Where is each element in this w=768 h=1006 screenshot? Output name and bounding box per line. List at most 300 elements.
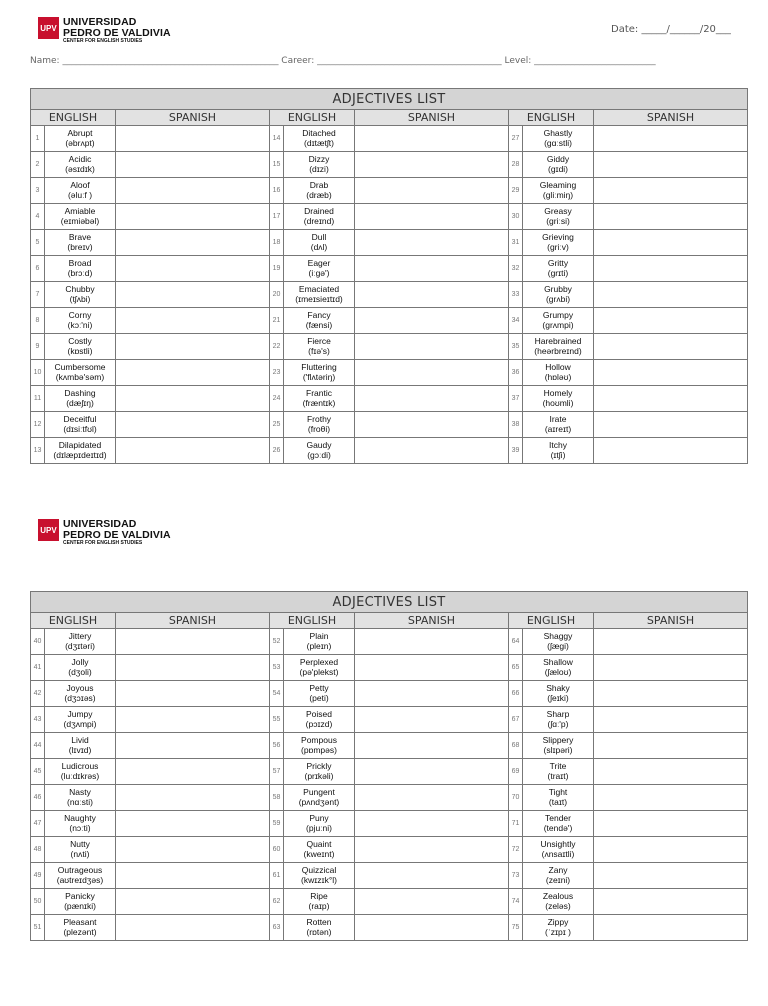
english-word-cell <box>45 308 116 334</box>
item-number: 72 <box>509 837 523 863</box>
english-word-cell <box>284 759 355 785</box>
english-word-cell <box>284 412 355 438</box>
phonetic-transcription: (nʌti) <box>70 848 90 859</box>
english-word: Acidic <box>68 154 92 165</box>
item-number: 39 <box>509 438 523 464</box>
english-word-cell <box>45 863 116 889</box>
spanish-answer-cell[interactable] <box>355 733 509 759</box>
english-column-header: ENGLISH <box>270 613 355 629</box>
item-number: 73 <box>509 863 523 889</box>
english-word: Pompous <box>301 735 337 746</box>
item-number: 7 <box>31 282 45 308</box>
phonetic-transcription: (ʃæloʊ) <box>544 666 572 677</box>
english-word-cell <box>284 655 355 681</box>
table-row <box>31 915 748 941</box>
english-word: Shaggy <box>543 631 573 642</box>
english-word: Poised <box>306 709 332 720</box>
phonetic-transcription: (zeɪni) <box>545 874 571 885</box>
item-number: 49 <box>31 863 45 889</box>
item-number: 33 <box>509 282 523 308</box>
spanish-column-header: SPANISH <box>355 110 509 126</box>
spanish-answer-cell[interactable] <box>355 889 509 915</box>
english-word: Perplexed <box>299 657 339 668</box>
university-logo-2 <box>38 519 171 546</box>
item-number: 23 <box>270 360 284 386</box>
phonetic-transcription: (dɪzi) <box>309 163 329 174</box>
english-word: Naughty <box>64 813 96 824</box>
spanish-answer-cell[interactable] <box>355 837 509 863</box>
phonetic-transcription: (hoʊmli) <box>542 397 574 408</box>
english-word: Tight <box>548 787 568 798</box>
spanish-answer-cell[interactable] <box>594 707 748 733</box>
phonetic-transcription: (gɑːstli) <box>544 137 572 148</box>
english-word-cell <box>284 681 355 707</box>
spanish-answer-cell[interactable] <box>116 438 270 464</box>
table-row <box>31 811 748 837</box>
english-word: Drab <box>309 180 329 191</box>
spanish-answer-cell[interactable] <box>355 655 509 681</box>
phonetic-transcription: (dreɪnd) <box>303 215 335 226</box>
english-word: Greasy <box>544 206 572 217</box>
spanish-answer-cell[interactable] <box>116 360 270 386</box>
spanish-answer-cell[interactable] <box>355 863 509 889</box>
spanish-answer-cell[interactable] <box>355 360 509 386</box>
spanish-column-header: SPANISH <box>594 110 748 126</box>
name-career-level-fields[interactable]: Name: ________________________________________________ Career: _________________________________________ Level: ___________________________ <box>30 56 656 66</box>
english-word-cell <box>45 681 116 707</box>
item-number: 28 <box>509 152 523 178</box>
english-word-cell <box>523 126 594 152</box>
item-number: 45 <box>31 759 45 785</box>
english-word-cell <box>523 863 594 889</box>
english-word-cell <box>45 915 116 941</box>
logo-badge: UPV <box>38 519 59 541</box>
spanish-answer-cell[interactable] <box>355 759 509 785</box>
spanish-answer-cell[interactable] <box>594 785 748 811</box>
spanish-answer-cell[interactable] <box>594 837 748 863</box>
phonetic-transcription: (pə'plekst) <box>299 666 339 677</box>
english-word-cell <box>284 707 355 733</box>
item-number: 56 <box>270 733 284 759</box>
spanish-answer-cell[interactable] <box>116 152 270 178</box>
english-word-cell <box>523 785 594 811</box>
english-word-cell <box>523 282 594 308</box>
english-word-cell <box>523 334 594 360</box>
english-word: Emaciated <box>298 284 340 295</box>
english-word: Jumpy <box>67 709 93 720</box>
item-number: 40 <box>31 629 45 655</box>
english-word-cell <box>45 334 116 360</box>
spanish-answer-cell[interactable] <box>116 308 270 334</box>
spanish-answer-cell[interactable] <box>355 334 509 360</box>
item-number: 47 <box>31 811 45 837</box>
spanish-answer-cell[interactable] <box>594 863 748 889</box>
english-word: Fierce <box>307 336 331 347</box>
spanish-answer-cell[interactable] <box>594 412 748 438</box>
english-word-cell <box>45 811 116 837</box>
phonetic-transcription: (pleɪn) <box>306 640 332 651</box>
spanish-answer-cell[interactable] <box>116 629 270 655</box>
item-number: 20 <box>270 282 284 308</box>
phonetic-transcription: (nɔːti) <box>69 822 91 833</box>
english-word: Ghastly <box>543 128 573 139</box>
logo-line-3: CENTER FOR ENGLISH STUDIES <box>63 38 143 44</box>
table-row <box>31 629 748 655</box>
item-number: 42 <box>31 681 45 707</box>
phonetic-transcription: (dɪtætʃt) <box>304 137 334 148</box>
english-word-cell <box>284 308 355 334</box>
phonetic-transcription: (gɪdi) <box>547 163 569 174</box>
item-number: 26 <box>270 438 284 464</box>
spanish-answer-cell[interactable] <box>355 282 509 308</box>
item-number: 1 <box>31 126 45 152</box>
spanish-answer-cell[interactable] <box>594 152 748 178</box>
spanish-answer-cell[interactable] <box>116 707 270 733</box>
english-word-cell <box>523 759 594 785</box>
english-word-cell <box>284 837 355 863</box>
spanish-answer-cell[interactable] <box>594 811 748 837</box>
english-word: Giddy <box>546 154 570 165</box>
phonetic-transcription: (hɒləʊ) <box>544 371 572 382</box>
table-row <box>31 733 748 759</box>
spanish-answer-cell[interactable] <box>355 681 509 707</box>
item-number: 71 <box>509 811 523 837</box>
table-row <box>31 655 748 681</box>
english-column-header: ENGLISH <box>31 110 116 126</box>
item-number: 60 <box>270 837 284 863</box>
spanish-answer-cell[interactable] <box>116 655 270 681</box>
spanish-answer-cell[interactable] <box>355 152 509 178</box>
english-word: Tender <box>545 813 571 824</box>
english-word-cell <box>45 412 116 438</box>
spanish-answer-cell[interactable] <box>116 837 270 863</box>
phonetic-transcription: (griːsi) <box>546 215 570 226</box>
english-word-cell <box>284 863 355 889</box>
english-word: Nutty <box>70 839 90 850</box>
item-number: 2 <box>31 152 45 178</box>
item-number: 43 <box>31 707 45 733</box>
spanish-answer-cell[interactable] <box>594 438 748 464</box>
spanish-answer-cell[interactable] <box>116 334 270 360</box>
spanish-column-header: SPANISH <box>355 613 509 629</box>
english-word-cell <box>284 360 355 386</box>
english-word: Gleaming <box>539 180 577 191</box>
phonetic-transcription: (kweɪnt) <box>303 848 335 859</box>
spanish-answer-cell[interactable] <box>355 785 509 811</box>
english-word: Eager <box>307 258 331 269</box>
english-word: Corny <box>68 310 92 321</box>
spanish-answer-cell[interactable] <box>116 811 270 837</box>
english-word-cell <box>45 230 116 256</box>
item-number: 64 <box>509 629 523 655</box>
english-word: Nasty <box>69 787 91 798</box>
english-word: Gaudy <box>306 440 332 451</box>
english-word: Hollow <box>545 362 571 373</box>
spanish-answer-cell[interactable] <box>116 230 270 256</box>
item-number: 69 <box>509 759 523 785</box>
spanish-answer-cell[interactable] <box>594 308 748 334</box>
table-title: ADJECTIVES LIST <box>31 592 748 613</box>
date-field[interactable]: Date: _____/______/20___ <box>611 24 731 35</box>
spanish-answer-cell[interactable] <box>116 915 270 941</box>
phonetic-transcription: (rɒtən) <box>306 926 332 937</box>
spanish-answer-cell[interactable] <box>594 386 748 412</box>
phonetic-transcription: (eɪmiəbəl) <box>60 215 100 226</box>
item-number: 65 <box>509 655 523 681</box>
english-word-cell <box>284 438 355 464</box>
english-word-cell <box>284 178 355 204</box>
english-word: Abrupt <box>67 128 93 139</box>
spanish-answer-cell[interactable] <box>355 230 509 256</box>
table-row <box>31 360 748 386</box>
spanish-answer-cell[interactable] <box>594 629 748 655</box>
english-column-header: ENGLISH <box>270 110 355 126</box>
spanish-answer-cell[interactable] <box>355 178 509 204</box>
adjectives-table-2 <box>30 591 748 941</box>
item-number: 5 <box>31 230 45 256</box>
spanish-answer-cell[interactable] <box>355 412 509 438</box>
english-word: Dizzy <box>308 154 330 165</box>
item-number: 48 <box>31 837 45 863</box>
english-word-cell <box>45 759 116 785</box>
spanish-answer-cell[interactable] <box>355 629 509 655</box>
spanish-answer-cell[interactable] <box>355 707 509 733</box>
spanish-answer-cell[interactable] <box>594 126 748 152</box>
spanish-answer-cell[interactable] <box>355 386 509 412</box>
table-row <box>31 334 748 360</box>
item-number: 4 <box>31 204 45 230</box>
phonetic-transcription: (kɔː'ni) <box>67 319 93 330</box>
english-word-cell <box>45 360 116 386</box>
phonetic-transcription: (dæʃɪŋ) <box>66 397 94 408</box>
phonetic-transcription: (nɑːsti) <box>67 796 93 807</box>
phonetic-transcription: (ˈzɪpɪ ) <box>545 926 571 937</box>
english-word: Dilapidated <box>58 440 102 451</box>
phonetic-transcription: (fænsi) <box>305 319 333 330</box>
english-word: Harebrained <box>534 336 582 347</box>
english-word-cell <box>284 386 355 412</box>
english-word: Amiable <box>64 206 96 217</box>
item-number: 74 <box>509 889 523 915</box>
spanish-answer-cell[interactable] <box>594 915 748 941</box>
spanish-answer-cell[interactable] <box>116 759 270 785</box>
spanish-answer-cell[interactable] <box>116 681 270 707</box>
english-word: Costly <box>68 336 92 347</box>
item-number: 59 <box>270 811 284 837</box>
spanish-answer-cell[interactable] <box>116 386 270 412</box>
phonetic-transcription: (kʌmbə'səm) <box>55 371 105 382</box>
phonetic-transcription: (dʒʌmpi) <box>63 718 97 729</box>
spanish-answer-cell[interactable] <box>594 759 748 785</box>
table-row <box>31 412 748 438</box>
english-word-cell <box>284 785 355 811</box>
table-row <box>31 308 748 334</box>
spanish-answer-cell[interactable] <box>116 126 270 152</box>
spanish-answer-cell[interactable] <box>355 204 509 230</box>
english-word-cell <box>45 178 116 204</box>
item-number: 16 <box>270 178 284 204</box>
spanish-answer-cell[interactable] <box>116 785 270 811</box>
english-word-cell <box>45 438 116 464</box>
item-number: 13 <box>31 438 45 464</box>
phonetic-transcription: (dʒɪtəri) <box>65 640 95 651</box>
spanish-answer-cell[interactable] <box>116 863 270 889</box>
english-word: Grumpy <box>542 310 574 321</box>
spanish-answer-cell[interactable] <box>355 308 509 334</box>
phonetic-transcription: (əluːf ) <box>67 189 93 200</box>
item-number: 75 <box>509 915 523 941</box>
english-word-cell <box>284 204 355 230</box>
phonetic-transcription: (dʒɔɪəs) <box>64 692 96 703</box>
spanish-answer-cell[interactable] <box>594 204 748 230</box>
phonetic-transcription: (iːgə') <box>308 267 330 278</box>
item-number: 27 <box>509 126 523 152</box>
spanish-answer-cell[interactable] <box>594 360 748 386</box>
spanish-answer-cell[interactable] <box>116 282 270 308</box>
english-word-cell <box>45 126 116 152</box>
logo-line-2: PEDRO DE VALDIVIA <box>63 26 171 39</box>
english-word-cell <box>523 915 594 941</box>
english-word: Deceitful <box>63 414 97 425</box>
item-number: 61 <box>270 863 284 889</box>
table-row <box>31 386 748 412</box>
english-word: Shallow <box>543 657 573 668</box>
english-word-cell <box>284 889 355 915</box>
item-number: 62 <box>270 889 284 915</box>
logo-line-2: PEDRO DE VALDIVIA <box>63 528 171 541</box>
english-word: Quizzical <box>301 865 337 876</box>
english-word-cell <box>523 152 594 178</box>
phonetic-transcription: (plezənt) <box>63 926 97 937</box>
english-word: Panicky <box>65 891 95 902</box>
spanish-column-header: SPANISH <box>116 613 270 629</box>
phonetic-transcription: (dʒoli) <box>68 666 92 677</box>
english-word-cell <box>45 707 116 733</box>
item-number: 53 <box>270 655 284 681</box>
item-number: 18 <box>270 230 284 256</box>
english-word: Zealous <box>542 891 574 902</box>
spanish-answer-cell[interactable] <box>594 889 748 915</box>
english-word: Ludicrous <box>61 761 99 772</box>
english-word-cell <box>523 256 594 282</box>
spanish-answer-cell[interactable] <box>116 889 270 915</box>
phonetic-transcription: (traɪt) <box>547 770 569 781</box>
item-number: 3 <box>31 178 45 204</box>
spanish-answer-cell[interactable] <box>116 204 270 230</box>
table-row <box>31 889 748 915</box>
item-number: 6 <box>31 256 45 282</box>
english-word-cell <box>523 681 594 707</box>
spanish-answer-cell[interactable] <box>355 126 509 152</box>
phonetic-transcription: (raɪp) <box>308 900 330 911</box>
spanish-answer-cell[interactable] <box>594 256 748 282</box>
item-number: 38 <box>509 412 523 438</box>
english-word-cell <box>45 837 116 863</box>
spanish-answer-cell[interactable] <box>116 412 270 438</box>
english-word: Cumbersome <box>54 362 106 373</box>
spanish-column-header: SPANISH <box>594 613 748 629</box>
spanish-answer-cell[interactable] <box>594 178 748 204</box>
spanish-answer-cell[interactable] <box>355 915 509 941</box>
spanish-answer-cell[interactable] <box>355 811 509 837</box>
table-row <box>31 230 748 256</box>
table-row <box>31 837 748 863</box>
english-word: Jolly <box>71 657 89 668</box>
spanish-answer-cell[interactable] <box>594 230 748 256</box>
item-number: 25 <box>270 412 284 438</box>
english-word: Grieving <box>542 232 574 243</box>
english-column-header: ENGLISH <box>509 613 594 629</box>
item-number: 10 <box>31 360 45 386</box>
phonetic-transcription: (grʌmpi) <box>542 319 574 330</box>
table-row <box>31 126 748 152</box>
english-word: Aloof <box>70 180 90 191</box>
english-word: Outrageous <box>57 865 103 876</box>
english-word-cell <box>284 334 355 360</box>
phonetic-transcription: (gɔːdi) <box>307 449 331 460</box>
table-row <box>31 785 748 811</box>
item-number: 52 <box>270 629 284 655</box>
english-word-cell <box>284 733 355 759</box>
item-number: 70 <box>509 785 523 811</box>
english-word: Joyous <box>66 683 94 694</box>
item-number: 35 <box>509 334 523 360</box>
phonetic-transcription: (pjuːni) <box>306 822 332 833</box>
phonetic-transcription: (pænɪki) <box>64 900 96 911</box>
spanish-answer-cell[interactable] <box>116 733 270 759</box>
phonetic-transcription: (dræb) <box>306 189 332 200</box>
phonetic-transcription: (pʌndʒənt) <box>298 796 340 807</box>
phonetic-transcription: (dʌl) <box>310 241 328 252</box>
english-word: Pungent <box>303 787 335 798</box>
item-number: 9 <box>31 334 45 360</box>
english-word-cell <box>284 811 355 837</box>
item-number: 17 <box>270 204 284 230</box>
phonetic-transcription: (grʌbi) <box>545 293 571 304</box>
phonetic-transcription: (aɪreɪt) <box>544 423 572 434</box>
adjectives-table-1 <box>30 88 748 464</box>
item-number: 24 <box>270 386 284 412</box>
spanish-answer-cell[interactable] <box>594 655 748 681</box>
spanish-answer-cell[interactable] <box>355 438 509 464</box>
english-word-cell <box>523 733 594 759</box>
logo-line-1: UNIVERSIDAD <box>63 16 137 28</box>
spanish-answer-cell[interactable] <box>594 733 748 759</box>
university-logo <box>38 17 171 44</box>
item-number: 12 <box>31 412 45 438</box>
english-word: Zippy <box>547 917 569 928</box>
english-word-cell <box>523 438 594 464</box>
table-row <box>31 759 748 785</box>
phonetic-transcription: (froθi) <box>307 423 331 434</box>
english-word: Itchy <box>549 440 567 451</box>
spanish-answer-cell[interactable] <box>594 334 748 360</box>
phonetic-transcription: (dɪlæpɪdeɪtɪd) <box>53 449 107 460</box>
english-word-cell <box>45 733 116 759</box>
english-word: Drained <box>304 206 334 217</box>
spanish-answer-cell[interactable] <box>355 256 509 282</box>
english-word-cell <box>45 889 116 915</box>
item-number: 31 <box>509 230 523 256</box>
spanish-answer-cell[interactable] <box>116 178 270 204</box>
english-word-cell <box>284 256 355 282</box>
spanish-answer-cell[interactable] <box>594 282 748 308</box>
phonetic-transcription: (fræntɪk) <box>302 397 336 408</box>
spanish-answer-cell[interactable] <box>594 681 748 707</box>
item-number: 44 <box>31 733 45 759</box>
phonetic-transcription: (zeləs) <box>545 900 571 911</box>
spanish-answer-cell[interactable] <box>116 256 270 282</box>
